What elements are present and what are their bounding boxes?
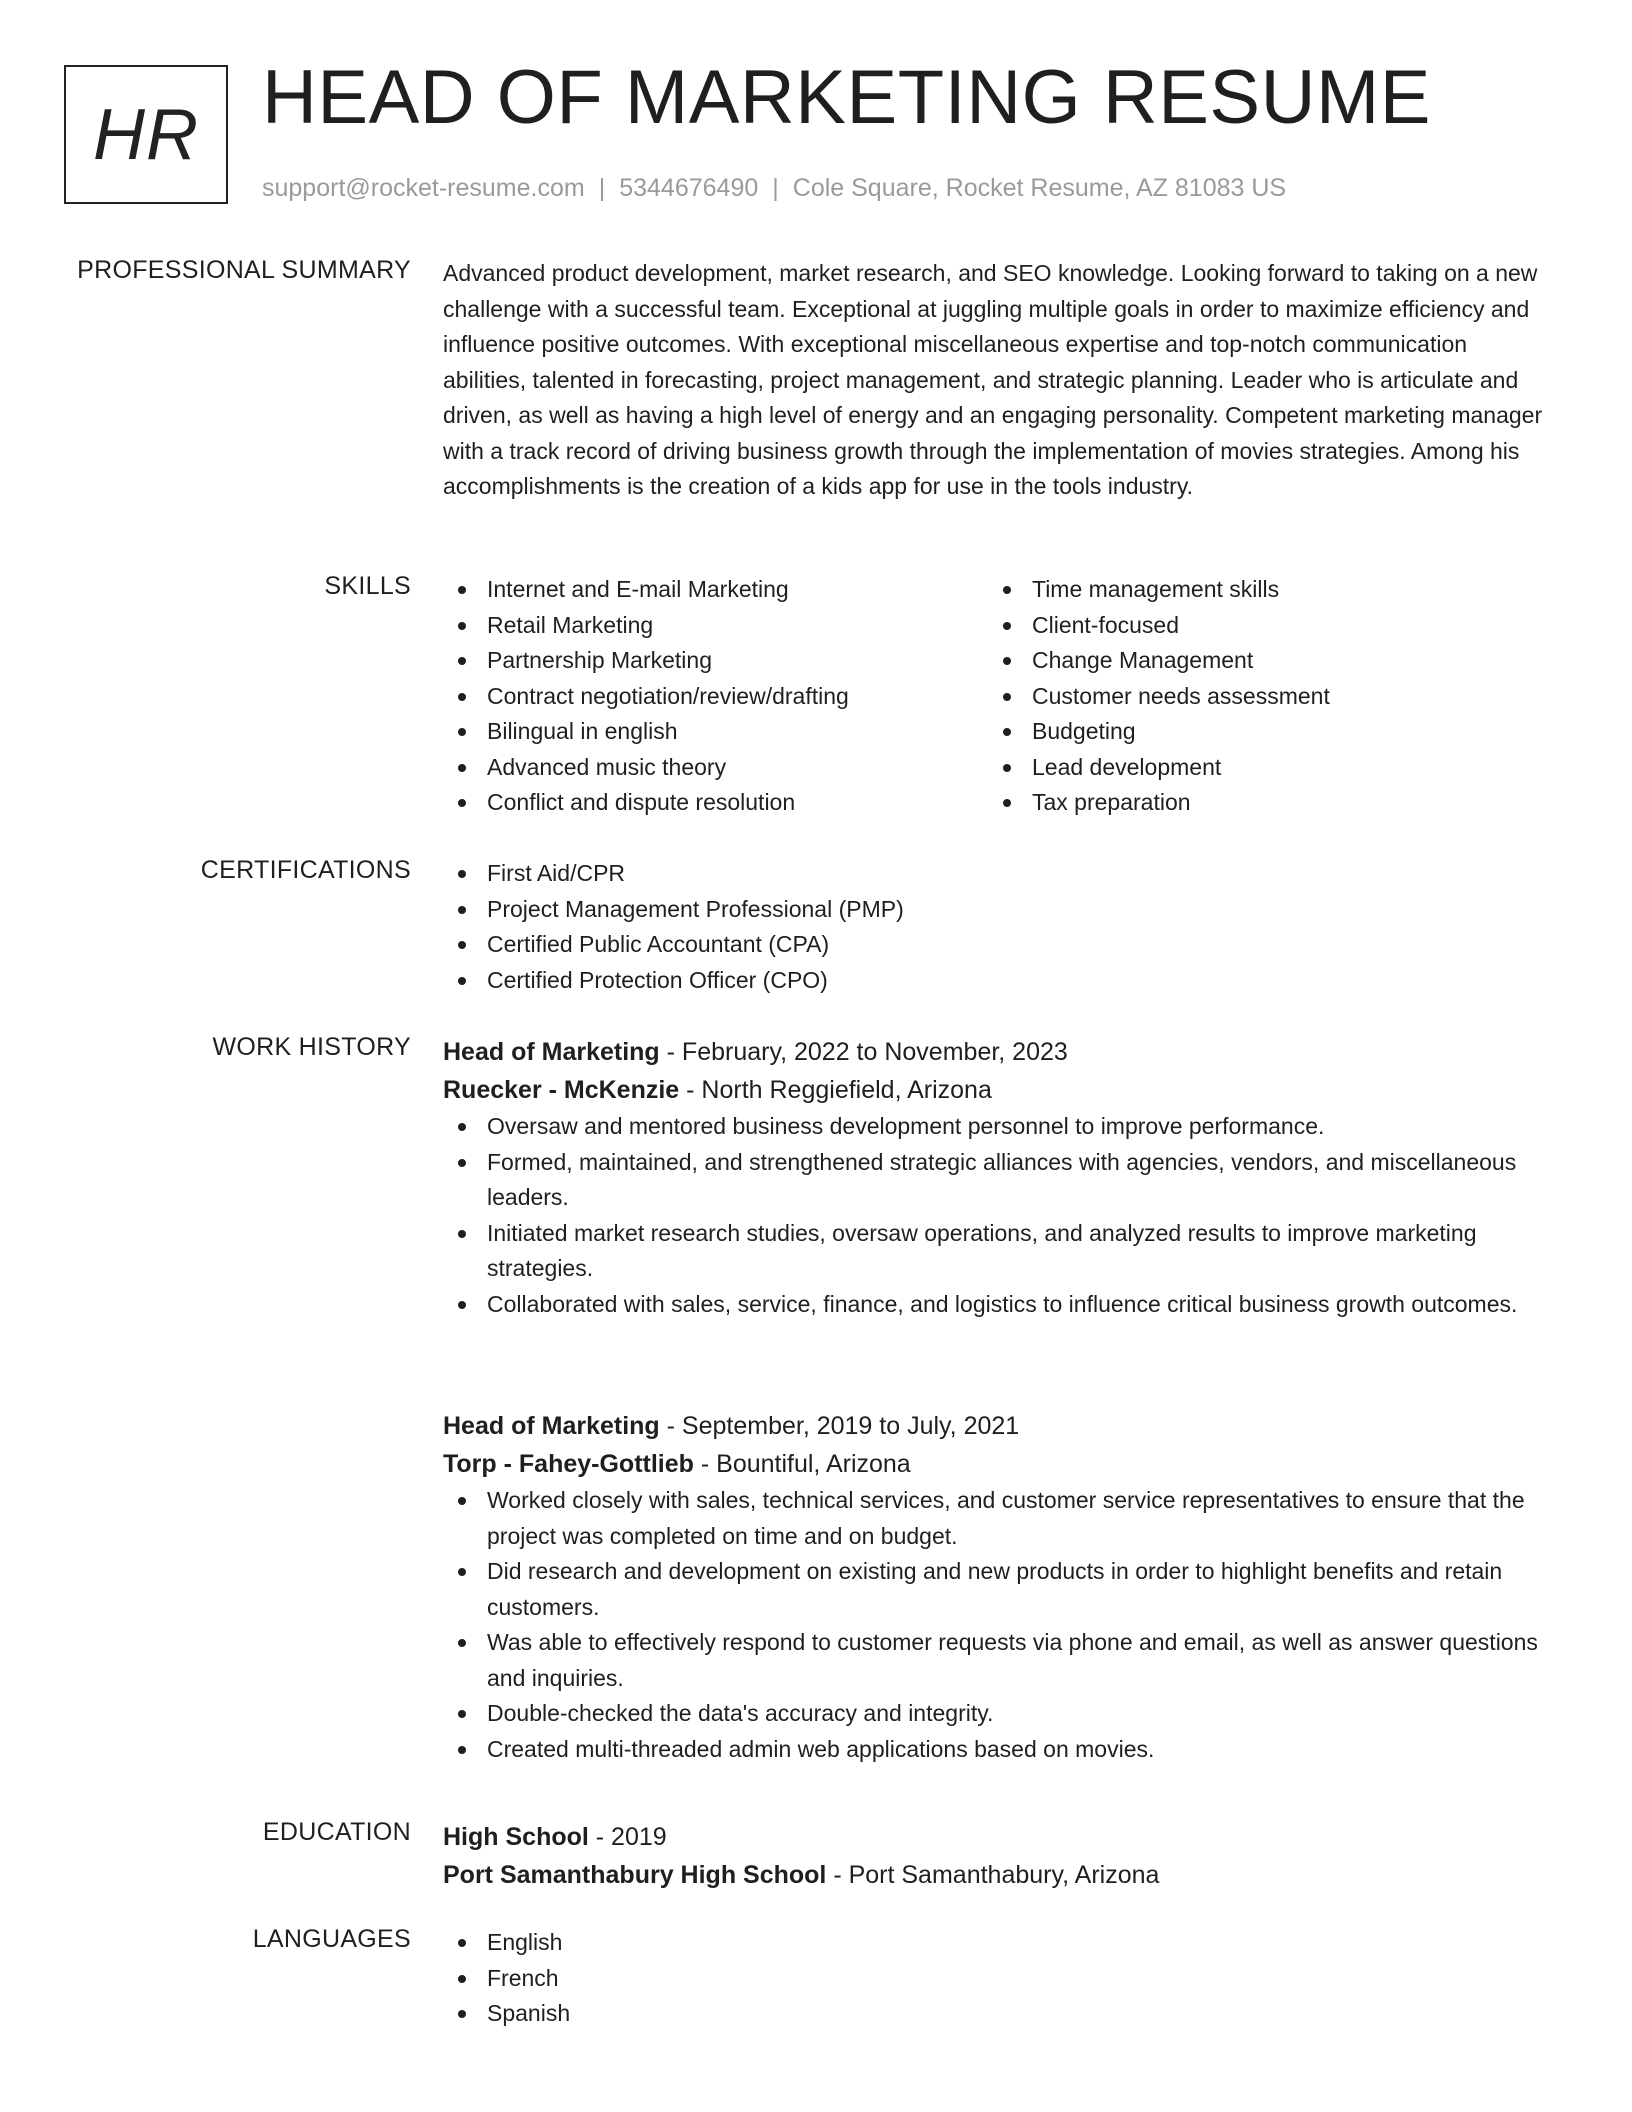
contact-address: Cole Square, Rocket Resume, AZ 81083 US xyxy=(792,174,1287,202)
certification-item: Certified Public Accountant (CPA) xyxy=(443,927,1553,963)
skill-item: Change Management xyxy=(988,643,1508,679)
job-bullet: Did research and development on existing and new products in order to highlight benefits and retain customers. xyxy=(443,1554,1553,1625)
contact-separator: | xyxy=(772,174,779,202)
certification-item: First Aid/CPR xyxy=(443,856,1553,892)
job-company-line xyxy=(443,1071,1553,1109)
job-bullet: Oversaw and mentored business development personnel to improve performance. xyxy=(443,1109,1553,1145)
education-body xyxy=(443,1818,1553,1894)
education-degree: High School xyxy=(443,1823,589,1851)
skills-column-right xyxy=(988,572,1508,821)
education-degree-line xyxy=(443,1818,1553,1856)
skill-item: Time management skills xyxy=(988,572,1508,608)
section-label-certifications: CERTIFICATIONS xyxy=(200,856,411,884)
languages-body xyxy=(443,1925,1553,2032)
contact-email[interactable]: support@rocket-resume.com xyxy=(262,174,585,202)
summary-text: Advanced product development, market research, and SEO knowledge. Looking forward to taking on a new challenge with a successful team. Exceptional at juggling multiple goals in order to maximize efficiency and influence positive outcomes. With exceptional miscellaneous expertise and top-notch communication abilities, talented in forecasting, project management, and strategic planning. Leader who is articulate and driven, as well as having a high level of energy and an engaging personality. Competent marketing manager with a track record of driving business growth through the implementation of movies strategies. Among his accomplishments is the creation of a kids app for use in the tools industry. xyxy=(443,260,1543,499)
contact-phone[interactable]: 5344676490 xyxy=(619,174,759,202)
monogram-logo: HR xyxy=(64,65,228,204)
skill-item: Tax preparation xyxy=(988,785,1508,821)
skill-item: Partnership Marketing xyxy=(443,643,963,679)
skills-column-left xyxy=(443,572,963,821)
job-bullet: Worked closely with sales, technical services, and customer service representatives to ensure that the project was completed on time and on budget. xyxy=(443,1483,1553,1554)
job-entry xyxy=(443,1407,1553,1767)
skill-item: Internet and E-mail Marketing xyxy=(443,572,963,608)
contact-separator: | xyxy=(598,174,606,202)
skill-item: Contract negotiation/review/drafting xyxy=(443,679,963,715)
language-item: English xyxy=(443,1925,1553,1961)
job-bullet: Initiated market research studies, oversaw operations, and analyzed results to improve marketing strategies. xyxy=(443,1216,1553,1287)
skill-item: Customer needs assessment xyxy=(988,679,1508,715)
job-company: Torp - Fahey-Gottlieb xyxy=(443,1450,694,1478)
education-location: - Port Samanthabury, Arizona xyxy=(826,1861,1160,1889)
job-entry xyxy=(443,1033,1553,1322)
job-bullet: Was able to effectively respond to customer requests via phone and email, as well as answer questions and inquiries. xyxy=(443,1625,1553,1696)
job-title: Head of Marketing xyxy=(443,1038,660,1066)
section-label-education: EDUCATION xyxy=(262,1818,411,1846)
language-item: French xyxy=(443,1961,1553,1997)
skills-body xyxy=(443,572,1553,832)
certification-item: Project Management Professional (PMP) xyxy=(443,892,1553,928)
section-label-skills: SKILLS xyxy=(324,572,411,600)
skill-item: Client-focused xyxy=(988,608,1508,644)
skill-item: Lead development xyxy=(988,750,1508,786)
section-label-summary: PROFESSIONAL SUMMARY xyxy=(77,256,411,284)
job-location: - North Reggiefield, Arizona xyxy=(679,1076,992,1104)
education-school: Port Samanthabury High School xyxy=(443,1861,827,1889)
skill-item: Budgeting xyxy=(988,714,1508,750)
education-school-line xyxy=(443,1856,1553,1894)
skill-item: Bilingual in english xyxy=(443,714,963,750)
job-bullet: Collaborated with sales, service, finance, and logistics to influence critical business growth outcomes. xyxy=(443,1287,1553,1323)
job-company-line xyxy=(443,1445,1553,1483)
section-label-work-history: WORK HISTORY xyxy=(212,1033,411,1061)
job-location: - Bountiful, Arizona xyxy=(693,1450,911,1478)
job-dates: - September, 2019 to July, 2021 xyxy=(659,1412,1020,1440)
job-title: Head of Marketing xyxy=(443,1412,660,1440)
education-year: - 2019 xyxy=(588,1823,667,1851)
certification-item: Certified Protection Officer (CPO) xyxy=(443,963,1553,999)
job-company: Ruecker - McKenzie xyxy=(443,1076,680,1104)
job-bullet: Double-checked the data's accuracy and integrity. xyxy=(443,1696,1553,1732)
page-title: HEAD OF MARKETING RESUME xyxy=(262,55,1431,140)
skill-item: Retail Marketing xyxy=(443,608,963,644)
job-dates: - February, 2022 to November, 2023 xyxy=(659,1038,1068,1066)
job-bullet: Formed, maintained, and strengthened strategic alliances with agencies, vendors, and miscellaneous leaders. xyxy=(443,1145,1553,1216)
certifications-body xyxy=(443,856,1553,998)
contact-line xyxy=(262,174,1286,203)
job-bullet: Created multi-threaded admin web applications based on movies. xyxy=(443,1732,1553,1768)
job-title-line xyxy=(443,1407,1553,1445)
section-label-languages: LANGUAGES xyxy=(252,1925,411,1953)
skill-item: Conflict and dispute resolution xyxy=(443,785,963,821)
skill-item: Advanced music theory xyxy=(443,750,963,786)
job-title-line xyxy=(443,1033,1553,1071)
language-item: Spanish xyxy=(443,1996,1553,2032)
